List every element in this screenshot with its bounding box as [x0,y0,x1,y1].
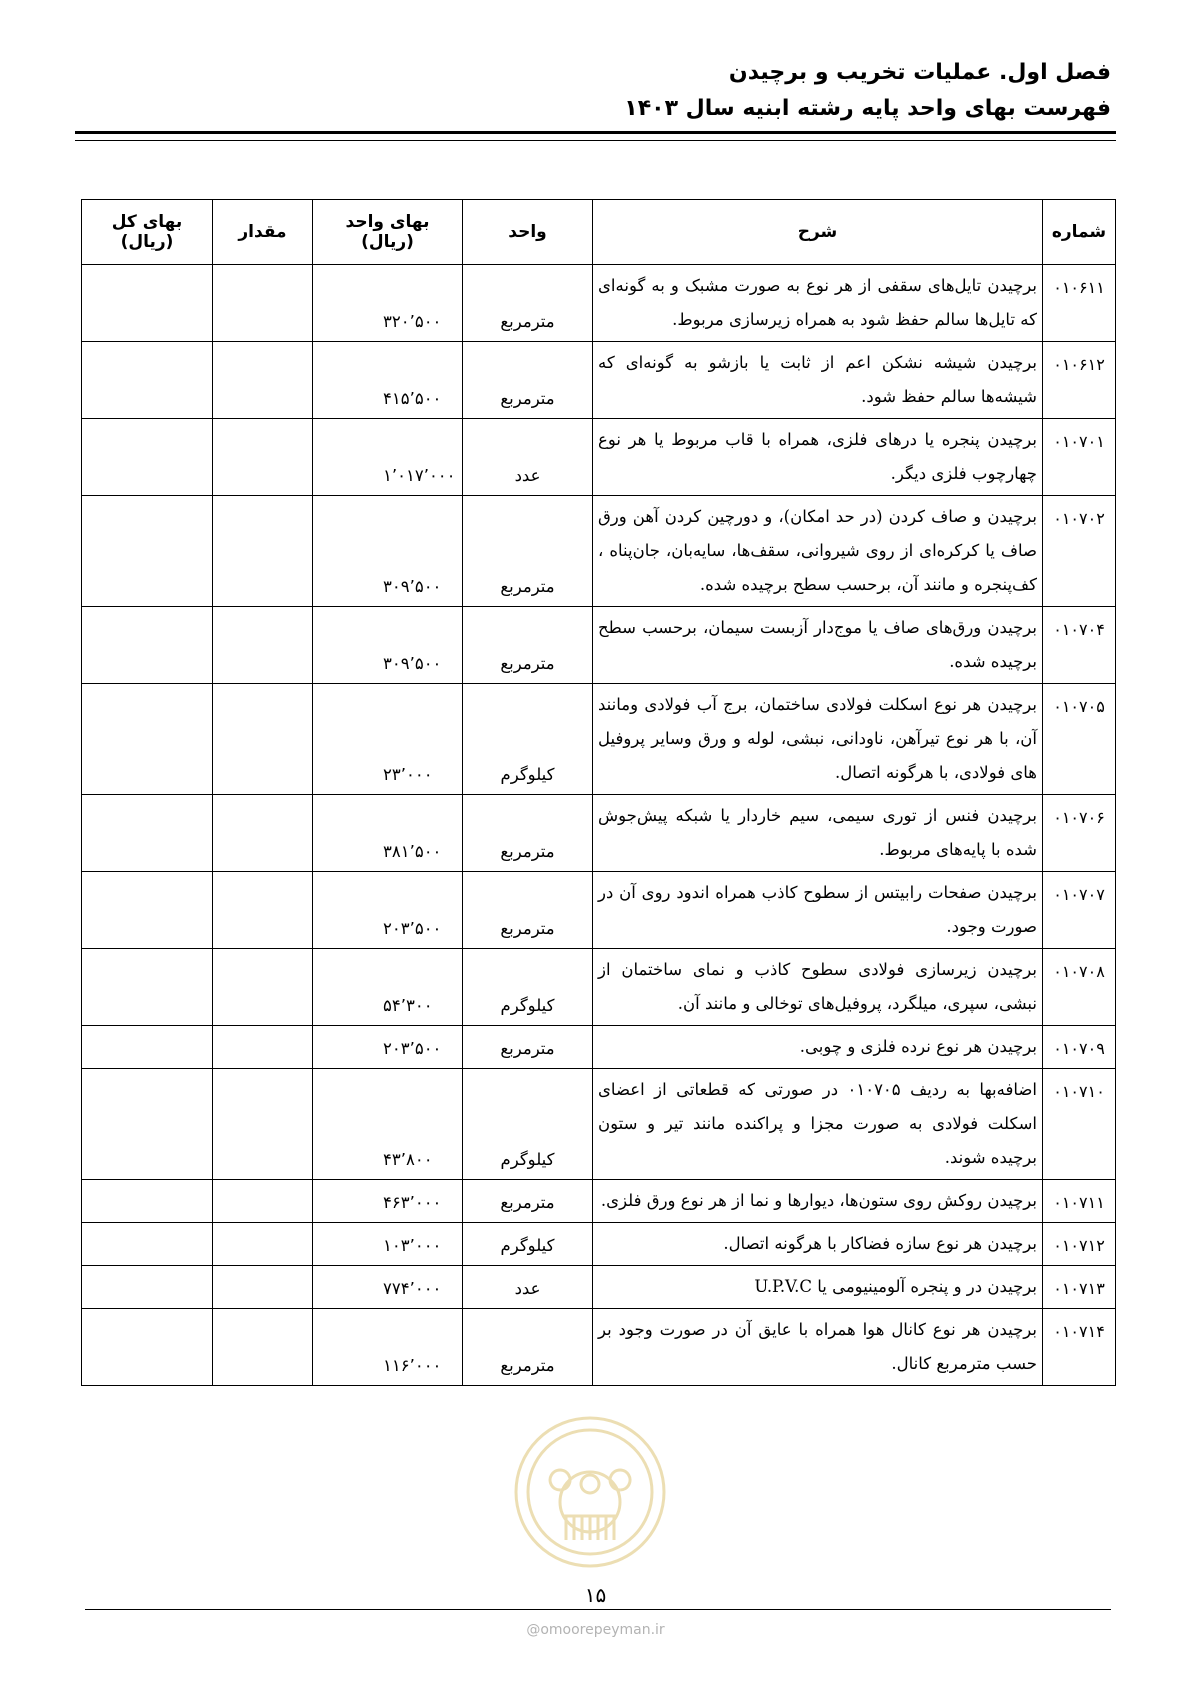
row-description: برچیدن فنس از توری سیمی، سیم خاردار یا شبکه پیش‌جوش شده با پایه‌های مربوط. [593,795,1043,872]
row-code: ۰۱۰۶۱۲ [1043,342,1116,419]
table-row [82,684,1116,795]
row-unit-price: ۴۱۵٬۵۰۰ [313,342,463,419]
table-row [82,872,1116,949]
row-unit: مترمربع [463,1026,593,1069]
row-total-price [82,1180,213,1223]
row-quantity [213,1069,313,1180]
row-unit: مترمربع [463,342,593,419]
row-code: ۰۱۰۷۰۴ [1043,607,1116,684]
row-code: ۰۱۰۷۰۱ [1043,419,1116,496]
row-total-price [82,872,213,949]
list-title: فهرست بهای واحد پایه رشته ابنیه سال ۱۴۰۳ [624,96,1111,121]
row-description: برچیدن هر نوع کانال هوا همراه با عایق آن در صورت وجود بر حسب مترمربع کانال. [593,1309,1043,1386]
row-quantity [213,684,313,795]
table-row [82,1180,1116,1223]
row-quantity [213,1180,313,1223]
table-row [82,342,1116,419]
row-description: برچیدن هر نوع نرده فلزی و چوبی. [593,1026,1043,1069]
column-header-description: شرح [593,200,1043,265]
row-total-price [82,949,213,1026]
row-unit: عدد [463,419,593,496]
row-description: برچیدن و صاف کردن (در حد امکان)، و دورچین کردن آهن ورق صاف یا کرکره‌ای از روی شیروانی، سقف‌ها، سایه‌بان، جان‌پناه ، کف‌پنجره و مانند آن، برحسب سطح برچیده شده. [593,496,1043,607]
table-row [82,1069,1116,1180]
row-description: برچیدن روکش روی ستون‌ها، دیوارها و نما از هر نوع ورق فلزی. [593,1180,1043,1223]
row-unit-price: ۷۷۴٬۰۰۰ [313,1266,463,1309]
row-unit-price: ۵۴٬۳۰۰ [313,949,463,1026]
table-header-row [82,200,1116,265]
row-code: ۰۱۰۷۰۲ [1043,496,1116,607]
row-total-price [82,1026,213,1069]
row-quantity [213,872,313,949]
row-unit-price: ۲۰۳٬۵۰۰ [313,1026,463,1069]
table-row [82,419,1116,496]
row-unit: عدد [463,1266,593,1309]
row-unit: کیلوگرم [463,949,593,1026]
column-header-unit: واحد [463,200,593,265]
row-unit: مترمربع [463,496,593,607]
table-row [82,949,1116,1026]
row-unit-price: ۳۰۹٬۵۰۰ [313,496,463,607]
column-header-total-price: بهای کل (ریال) [82,200,213,265]
site-url: @omoorepeyman.ir [526,1622,665,1638]
row-total-price [82,342,213,419]
row-code: ۰۱۰۷۱۲ [1043,1223,1116,1266]
row-total-price [82,1309,213,1386]
price-table-container [81,199,1115,1386]
row-quantity [213,496,313,607]
watermark-seal-icon [510,1412,670,1572]
table-row [82,1266,1116,1309]
row-unit: کیلوگرم [463,1223,593,1266]
row-description: برچیدن شیشه نشکن اعم از ثابت یا بازشو به گونه‌ای که شیشه‌ها سالم حفظ شود. [593,342,1043,419]
row-total-price [82,607,213,684]
row-unit: کیلوگرم [463,684,593,795]
row-quantity [213,1223,313,1266]
row-unit: مترمربع [463,1180,593,1223]
row-quantity [213,607,313,684]
table-row [82,1026,1116,1069]
chapter-title: فصل اول. عملیات تخریب و برچیدن [728,60,1111,85]
row-total-price [82,496,213,607]
row-total-price [82,265,213,342]
column-header-number: شماره [1043,200,1116,265]
row-total-price [82,684,213,795]
row-unit-price: ۱٬۰۱۷٬۰۰۰ [313,419,463,496]
row-quantity [213,1026,313,1069]
row-unit-price: ۲۳٬۰۰۰ [313,684,463,795]
row-unit-price: ۳۲۰٬۵۰۰ [313,265,463,342]
row-quantity [213,342,313,419]
row-unit-price: ۴۶۳٬۰۰۰ [313,1180,463,1223]
row-code: ۰۱۰۷۱۱ [1043,1180,1116,1223]
row-code: ۰۱۰۷۱۳ [1043,1266,1116,1309]
column-header-unit-price: بهای واحد (ریال) [313,200,463,265]
row-quantity [213,795,313,872]
row-code: ۰۱۰۷۰۹ [1043,1026,1116,1069]
row-unit: مترمربع [463,607,593,684]
row-code: ۰۱۰۶۱۱ [1043,265,1116,342]
row-unit: مترمربع [463,265,593,342]
row-unit-price: ۱۱۶٬۰۰۰ [313,1309,463,1386]
header-divider [75,131,1116,141]
row-unit: مترمربع [463,872,593,949]
row-code: ۰۱۰۷۰۵ [1043,684,1116,795]
row-code: ۰۱۰۷۰۸ [1043,949,1116,1026]
row-description: برچیدن زیرسازی فولادی سطوح کاذب و نمای ساختمان از نبشی، سپری، میلگرد، پروفیل‌های توخالی و مانند آن. [593,949,1043,1026]
row-code: ۰۱۰۷۱۴ [1043,1309,1116,1386]
price-table [81,199,1116,1386]
row-code: ۰۱۰۷۱۰ [1043,1069,1116,1180]
row-total-price [82,795,213,872]
row-unit-price: ۳۸۱٬۵۰۰ [313,795,463,872]
row-description: برچیدن تایل‌های سقفی از هر نوع به صورت مشبک و به گونه‌ای که تایل‌ها سالم حفظ شود به همراه زیرسازی مربوط. [593,265,1043,342]
table-row [82,1223,1116,1266]
row-total-price [82,1223,213,1266]
row-unit-price: ۴۳٬۸۰۰ [313,1069,463,1180]
row-quantity [213,1309,313,1386]
row-unit-price: ۲۰۳٬۵۰۰ [313,872,463,949]
row-description: برچیدن پنجره یا درهای فلزی، همراه با قاب مربوط یا هر نوع چهارچوب فلزی دیگر. [593,419,1043,496]
row-description: برچیدن در و پنجره آلومینیومی یا U.P.V.C [593,1266,1043,1309]
row-unit: مترمربع [463,1309,593,1386]
row-quantity [213,949,313,1026]
row-description: اضافه‌بها به ردیف ۰۱۰۷۰۵ در صورتی که قطعاتی از اعضای اسکلت فولادی به صورت مجزا و پراکنده مانند تیر و ستون برچیده شوند. [593,1069,1043,1180]
row-total-price [82,1266,213,1309]
row-unit: کیلوگرم [463,1069,593,1180]
row-total-price [82,1069,213,1180]
table-row [82,1309,1116,1386]
row-description: برچیدن هر نوع اسکلت فولادی ساختمان، برج آب فولادی ومانند آن، با هر نوع تیرآهن، ناودانی، نبشی، لوله و ورق وسایر پروفیل های فولادی، با هرگونه اتصال. [593,684,1043,795]
row-description: برچیدن هر نوع سازه فضاکار با هرگونه اتصال. [593,1223,1043,1266]
row-total-price [82,419,213,496]
row-code: ۰۱۰۷۰۶ [1043,795,1116,872]
row-unit-price: ۱۰۳٬۰۰۰ [313,1223,463,1266]
table-row [82,496,1116,607]
row-quantity [213,1266,313,1309]
row-code: ۰۱۰۷۰۷ [1043,872,1116,949]
table-row [82,795,1116,872]
table-row [82,265,1116,342]
footer-divider [85,1609,1111,1610]
row-quantity [213,265,313,342]
row-quantity [213,419,313,496]
column-header-quantity: مقدار [213,200,313,265]
page-header [71,56,1111,126]
page-number: ۱۵ [584,1583,607,1607]
row-unit: مترمربع [463,795,593,872]
row-unit-price: ۳۰۹٬۵۰۰ [313,607,463,684]
table-row [82,607,1116,684]
row-description: برچیدن ورق‌های صاف یا موج‌دار آزبست سیمان، برحسب سطح برچیده شده. [593,607,1043,684]
row-description: برچیدن صفحات رابیتس از سطوح کاذب همراه اندود روی آن در صورت وجود. [593,872,1043,949]
